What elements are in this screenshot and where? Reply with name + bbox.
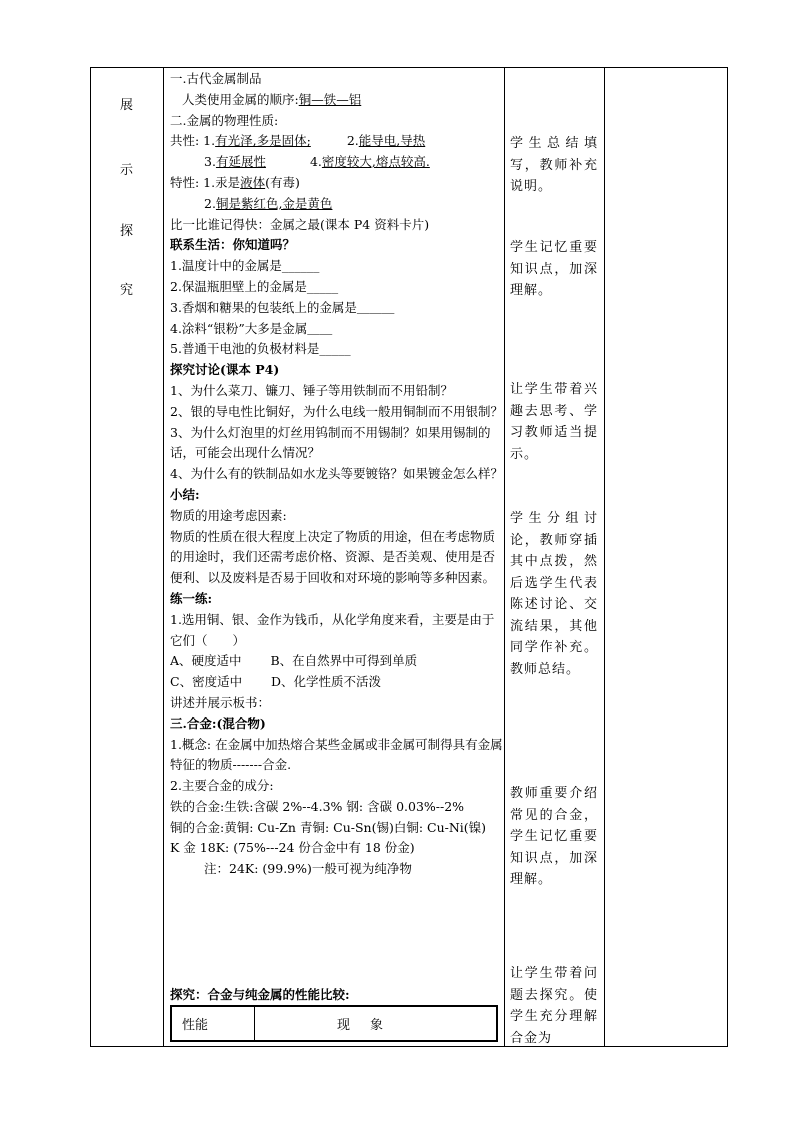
content-column <box>170 69 504 880</box>
activity-note: 学生分组讨论，教师穿插其中点拨，然后选学生代表陈述讨论、交流结果，其他同学作补充。教师总结。 <box>510 511 598 677</box>
activity-note: 学生总结填写，教师补充说明。 <box>510 136 598 194</box>
table-right-border <box>727 67 728 1046</box>
inner-table-divider <box>254 1007 255 1040</box>
table-left-border <box>90 67 91 1046</box>
alloy-line: 铁的合金:生铁:含碳 2%--4.3% 钢: 含碳 0.03%--2% <box>170 798 465 814</box>
exercise-question: 1.选用铜、银、金作为钱币，从化学角度来看，主要是由于它们（ ） <box>170 611 495 648</box>
question-line: 1.温度计中的金属是______ <box>170 258 320 274</box>
subheading: 练一练: <box>170 590 213 606</box>
content-line: 特性: 1.汞是液体(有毒) <box>170 174 300 190</box>
stage-char: 展 <box>120 98 134 113</box>
question-line: 3、为什么灯泡里的灯丝用钨制而不用锡制？如果用锡制的话，可能会出现什么情况？ <box>170 424 491 461</box>
activity-note: 让学生带着兴趣去思考、学习教师适当提示。 <box>510 382 598 462</box>
summary-paragraph: 物质的性质在很大程度上决定了物质的用途，但在考虑物质的用途时，我们还需考虑价格、资源、是否美观、使用是否便利、以及废料是否易于回收和对环境的影响等多种因素。 <box>170 528 496 586</box>
column-divider-1 <box>163 67 164 1046</box>
question-line: 2.保温瓶胆壁上的金属是_____ <box>170 278 339 294</box>
table-top-border <box>90 67 728 68</box>
activity-note: 教师重要介绍常见的合金，学生记忆重要知识点，加深理解。 <box>510 786 598 887</box>
alloy-line: K 金 18K: (75%---24 份合金中有 18 份金) <box>170 840 415 856</box>
stage-char: 探 <box>120 224 134 239</box>
column-divider-3 <box>604 67 605 1046</box>
question-line: 5.普通干电池的负极材料是_____ <box>170 341 351 357</box>
question-line: 1、为什么菜刀、镰刀、锤子等用铁制而不用铅制？ <box>170 382 453 398</box>
activity-note: 学生记忆重要知识点，加深理解。 <box>510 240 598 298</box>
content-line: 2.铜是紫红色,金是黄色 <box>204 195 333 211</box>
table-header-property: 性能 <box>182 1018 209 1033</box>
section-heading: 一.古代金属制品 <box>170 71 262 86</box>
subheading: 联系生活：你知道吗？ <box>170 237 296 253</box>
alloy-line: 铜的合金:黄铜: Cu-Zn 青铜: Cu-Sn(锡)白铜: Cu-Ni(镍) <box>170 819 487 835</box>
section-heading: 二.金属的物理性质: <box>170 112 279 128</box>
subheading: 探究讨论(课本 P4) <box>170 362 280 378</box>
content-line: 比一比谁记得快：金属之最(课本 P4 资料卡片) <box>170 216 430 232</box>
subheading: 小结: <box>170 486 200 502</box>
subheading: 探究：合金与纯金属的性能比较: <box>170 987 350 1002</box>
column-divider-2 <box>504 67 505 1046</box>
stage-char: 究 <box>120 283 134 298</box>
content-line: 共性: 1.有光泽,多是固体; 2.能导电,导热 <box>170 133 426 149</box>
content-line: 2.主要合金的成分: <box>170 778 274 794</box>
exercise-option: A、硬度适中 B、在自然界中可得到单质 <box>170 653 418 669</box>
table-header-phenomenon: 现象 <box>337 1018 404 1033</box>
concept-line: 1.概念: 在金属中加热熔合某些金属或非金属可制得具有金属特征的物质-------合金. <box>170 736 503 773</box>
inquiry-heading-wrap <box>170 985 504 1006</box>
section-heading: 三.合金:(混合物) <box>170 715 266 731</box>
content-line: 人类使用金属的顺序:铜—铁—铝 <box>182 91 362 107</box>
lesson-plan-table <box>90 67 728 1046</box>
stage-char: 示 <box>120 163 134 178</box>
question-line: 3.香烟和糖果的包装纸上的金属是＿＿＿ <box>170 299 395 315</box>
content-line: 讲述并展示板书： <box>170 694 271 710</box>
content-line: 物质的用途考虑因素: <box>170 507 287 523</box>
question-line: 4.涂料“银粉”大多是金属＿＿ <box>170 320 333 336</box>
properties-table <box>170 1005 498 1042</box>
table-bottom-border <box>90 1046 728 1047</box>
question-line: 2、银的导电性比铜好，为什么电线一般用铜制而不用银制？ <box>170 403 503 419</box>
exercise-option: C、密度适中 D、化学性质不活泼 <box>170 674 382 690</box>
question-line: 4、为什么有的铁制品如水龙头等要镀铬？如果镀金怎么样？ <box>170 466 503 482</box>
note-line: 注：24K: (99.9%)一般可视为纯净物 <box>204 861 412 877</box>
content-line: 3.有延展性 4.密度较大,熔点较高. <box>204 154 430 170</box>
activity-note: 让学生带着问题去探究。使学生充分理解合金为 <box>510 966 598 1046</box>
